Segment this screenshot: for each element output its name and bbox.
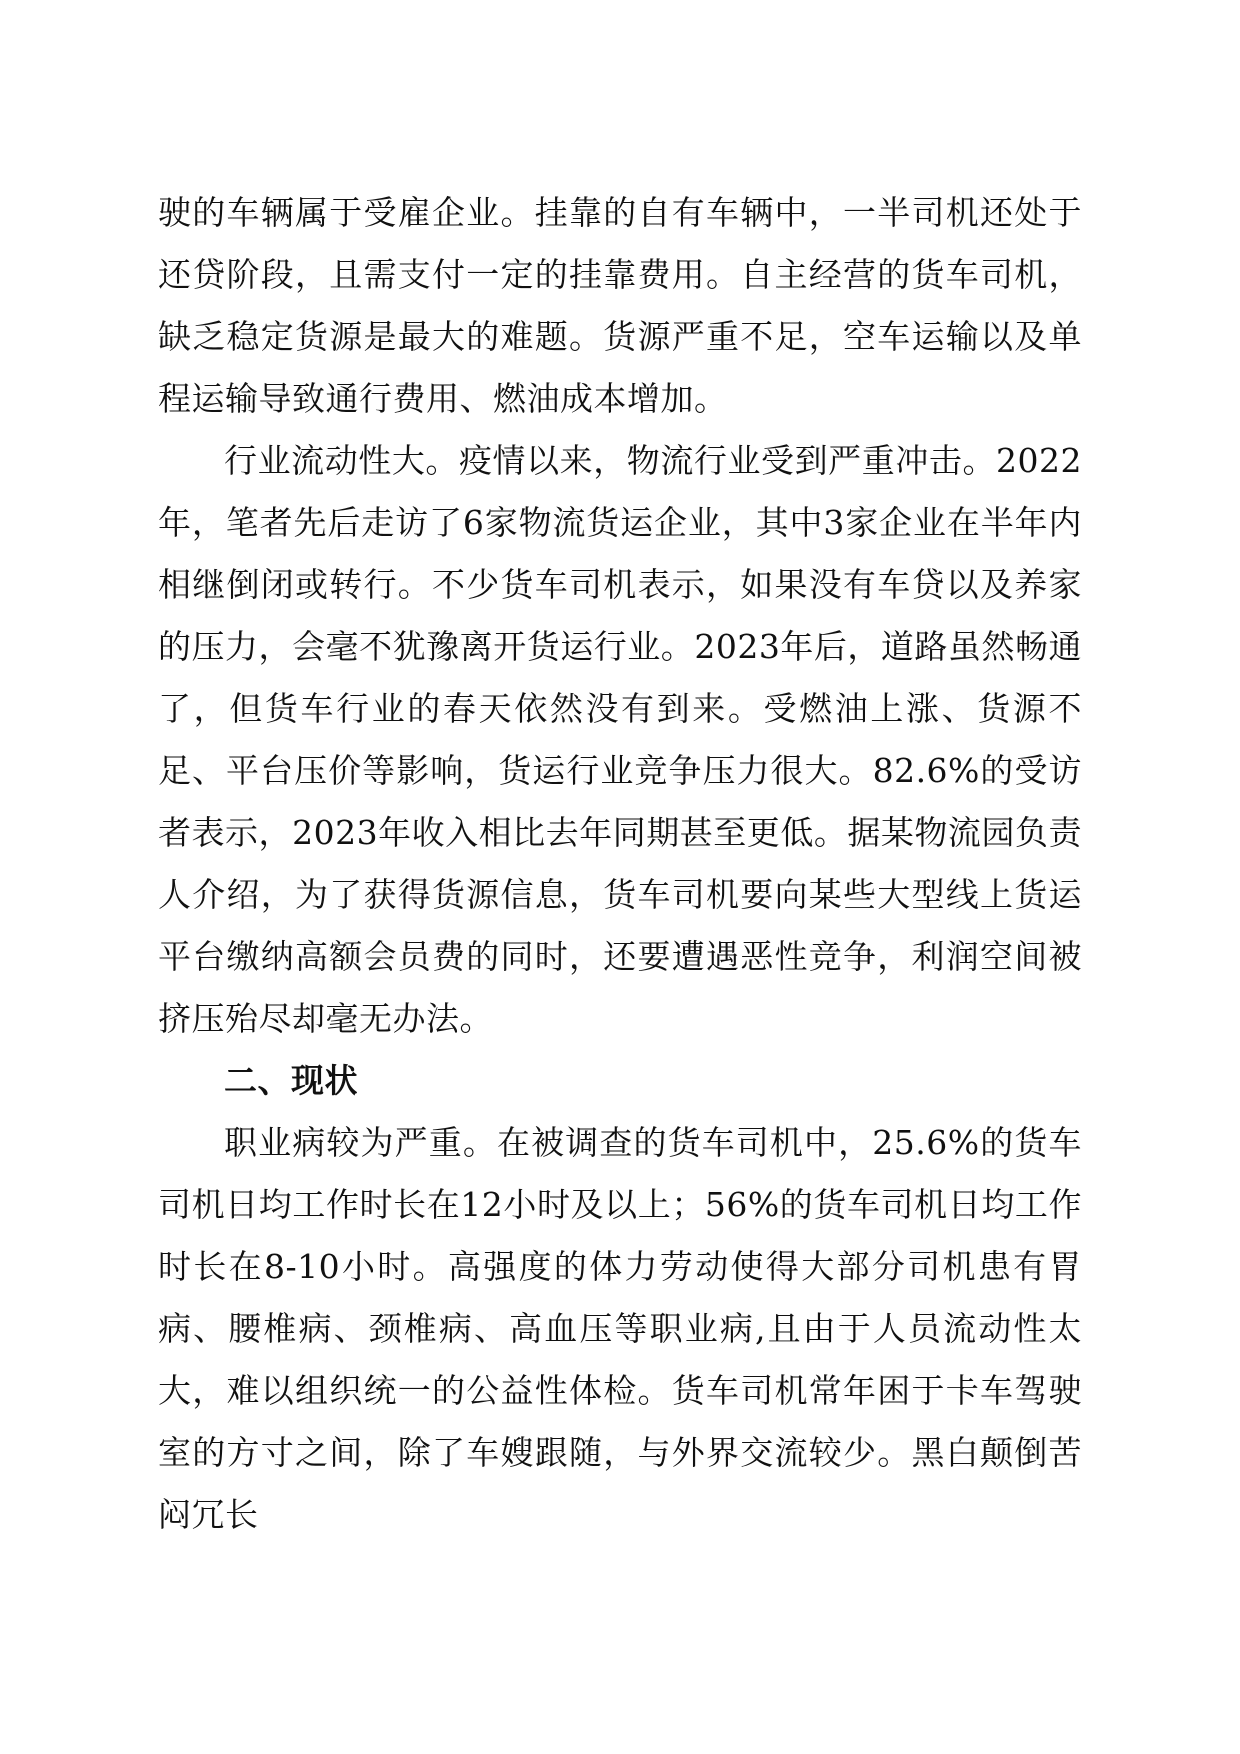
paragraph-occupational-disease: 职业病较为严重。在被调查的货车司机中，25.6%的货车司机日均工作时长在12小时及以上；56%的货车司机日均工作时长在8-10小时。高强度的体力劳动使得大部分司机患有胃病、腰椎病、颈椎病、高血压等职业病,且由于人员流动性太大，难以组织统一的公益性体检。货车司机常年困于卡车驾驶室的方寸之间，除了车嫂跟随，与外界交流较少。黑白颠倒苦闷冗长 [158, 1123, 1082, 1534]
paragraph-industry-mobility: 行业流动性大。疫情以来，物流行业受到严重冲击。2022年，笔者先后走访了6家物流货运企业，其中3家企业在半年内相继倒闭或转行。不少货车司机表示，如果没有车贷以及养家的压力，会毫不犹豫离开货运行业。2023年后，道路虽然畅通了，但货车行业的春天依然没有到来。受燃油上涨、货源不足、平台压价等影响，货运行业竞争压力很大。82.6%的受访者表示，2023年收入相比去年同期甚至更低。据某物流园负责人介绍，为了获得货源信息，货车司机要向某些大型线上货运平台缴纳高额会员费的同时，还要遭遇恶性竞争，利润空间被挤压殆尽却毫无办法。 [158, 441, 1082, 1038]
document-body [158, 182, 1082, 1546]
paragraph-continuation: 驶的车辆属于受雇企业。挂靠的自有车辆中，一半司机还处于还贷阶段，且需支付一定的挂靠费用。自主经营的货车司机，缺乏稳定货源是最大的难题。货源严重不足，空车运输以及单程运输导致通行费用、燃油成本增加。 [158, 193, 1082, 418]
section-heading: 二、现状 [224, 1061, 358, 1100]
